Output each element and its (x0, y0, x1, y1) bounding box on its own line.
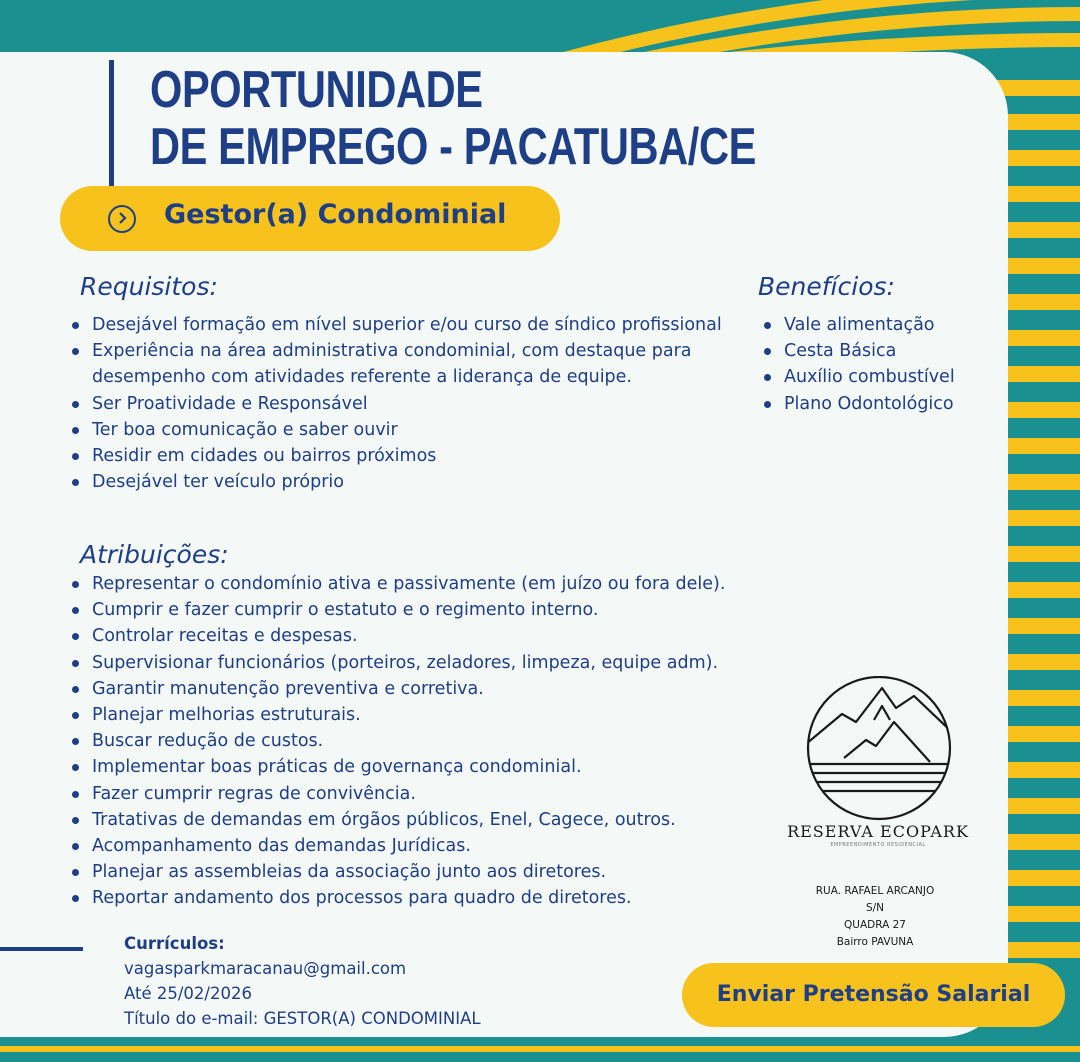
list-item: Desejável ter veículo próprio (70, 469, 750, 495)
list-item: Experiência na área administrativa condominial, com destaque para desempenho com atividades referente a liderança de equipe. (70, 338, 750, 390)
list-item: Vale alimentação (762, 312, 1002, 338)
position-title: Gestor(a) Condominial (164, 199, 507, 230)
list-item: Reportar andamento dos processos para quadro de diretores. (70, 885, 790, 911)
address-line: RUA. RAFAEL ARCANJO (815, 885, 935, 897)
mountain-lake-logo-icon (804, 676, 954, 821)
benefits-list (762, 312, 1002, 417)
address-block (800, 883, 950, 951)
list-item: Cumprir e fazer cumprir o estatuto e o regimento interno. (70, 597, 790, 623)
contact-block (124, 931, 481, 1031)
list-item: Supervisionar funcionários (porteiros, zeladores, limpeza, equipe adm). (70, 650, 790, 676)
send-salary-expectation-button[interactable]: Enviar Pretensão Salarial (682, 963, 1065, 1027)
list-item: Auxílio combustível (762, 364, 1002, 390)
page-title (150, 62, 756, 176)
contact-email[interactable]: vagasparkmaracanau@gmail.com (124, 959, 407, 978)
address-line: Bairro PAVUNA (836, 936, 914, 948)
list-item: Desejável formação em nível superior e/ou curso de síndico profissional (70, 312, 750, 338)
chevron-right-circle-icon (108, 205, 136, 233)
contact-label: Currículos: (124, 934, 225, 953)
list-item: Implementar boas práticas de governança condominial. (70, 754, 790, 780)
list-item: Planejar melhorias estruturais. (70, 702, 790, 728)
list-item: Garantir manutenção preventiva e corretiva. (70, 676, 790, 702)
list-item: Plano Odontológico (762, 391, 1002, 417)
list-item: Representar o condomínio ativa e passivamente (em juízo ou fora dele). (70, 571, 790, 597)
contact-deadline: Até 25/02/2026 (124, 984, 252, 1003)
list-item: Fazer cumprir regras de convivência. (70, 781, 790, 807)
benefits-heading: Benefícios: (758, 272, 895, 301)
title-line-2: DE EMPREGO - PACATUBA/CE (150, 118, 756, 176)
logo-name: RESERVA ECOPARK (787, 822, 969, 841)
contact-accent-line (0, 947, 83, 951)
duties-list (70, 571, 790, 912)
duties-heading: Atribuições: (80, 540, 229, 569)
position-pill (60, 186, 560, 251)
list-item: Tratativas de demandas em órgãos públicos, Enel, Cagece, outros. (70, 807, 790, 833)
list-item: Cesta Básica (762, 338, 1002, 364)
title-accent-bar (109, 60, 114, 186)
address-line: S/N (865, 902, 885, 914)
requirements-heading: Requisitos: (80, 272, 218, 301)
logo-subtitle: EMPREENDIMENTO RESIDENCIAL (830, 842, 926, 848)
list-item: Ter boa comunicação e saber ouvir (70, 417, 750, 443)
list-item: Ser Proatividade e Responsável (70, 391, 750, 417)
list-item: Controlar receitas e despesas. (70, 623, 790, 649)
title-line-1: OPORTUNIDADE (150, 61, 483, 119)
list-item: Planejar as assembleias da associação junto aos diretores. (70, 859, 790, 885)
list-item: Buscar redução de custos. (70, 728, 790, 754)
address-line: QUADRA 27 (844, 919, 906, 931)
requirements-list (70, 312, 750, 495)
list-item: Acompanhamento das demandas Jurídicas. (70, 833, 790, 859)
list-item: Residir em cidades ou bairros próximos (70, 443, 750, 469)
contact-subject: Título do e-mail: GESTOR(A) CONDOMINIAL (124, 1009, 481, 1028)
